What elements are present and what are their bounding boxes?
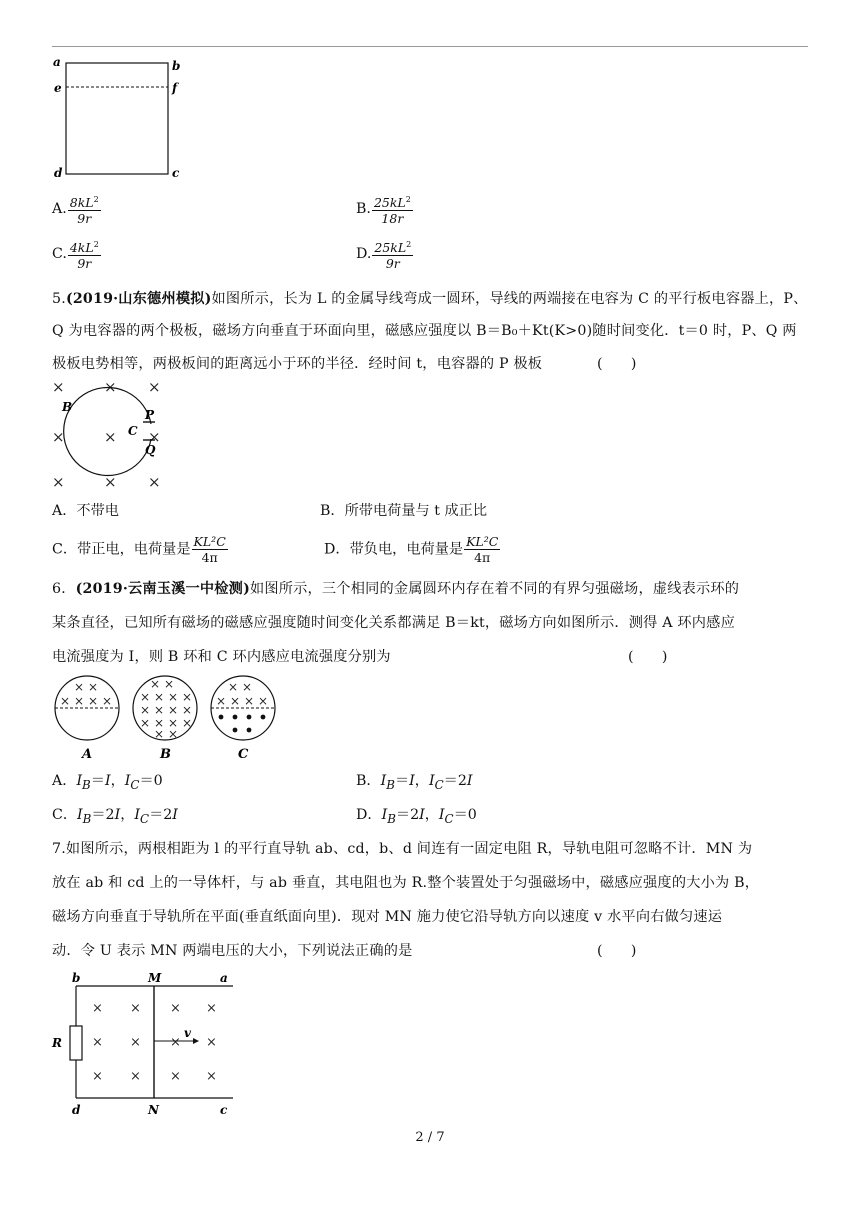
q5-option-b[interactable]: B．所带电荷量与 t 成正比	[320, 503, 488, 519]
q5-line-3: 极板电势相等，两极板间的距离远小于环的半径．经时间 t，电容器的 P 极板	[52, 356, 543, 372]
q5-option-a[interactable]: A．不带电	[52, 503, 119, 519]
label-b: b	[72, 971, 81, 985]
q5-answer-bracket[interactable]: ( )	[597, 356, 637, 372]
svg-text:×: ×	[74, 694, 85, 708]
q5-line-1: 5.(2019·山东德州模拟)如图所示，长为 L 的金属导线弯成一圆环，导线的两端接在电容为 C 的平行板电容器上，P、	[52, 291, 808, 307]
three-rings-figure	[52, 672, 282, 764]
resistor-R	[70, 1026, 82, 1060]
svg-text:×: ×	[206, 1069, 217, 1084]
svg-text:×: ×	[74, 680, 85, 694]
square-loop	[66, 63, 168, 174]
svg-text:×: ×	[154, 716, 165, 730]
q6-line-1: 6．(2019·云南玉溪一中检测)如图所示，三个相同的金属圆环内存在着不同的有界匀强磁场，虚线表示环的	[52, 581, 740, 597]
label-a: a	[220, 971, 228, 985]
svg-text:×: ×	[170, 1001, 181, 1016]
svg-text:×: ×	[168, 716, 179, 730]
label-d: d	[72, 1103, 81, 1117]
label-c: c	[220, 1103, 228, 1117]
svg-text:×: ×	[150, 677, 161, 691]
svg-text:×: ×	[168, 690, 179, 704]
q6-line-3: 电流强度为 I，则 B 环和 C 环内感应电流强度分别为	[52, 649, 391, 665]
label-c: c	[172, 166, 180, 180]
svg-text:×: ×	[242, 680, 253, 694]
svg-text:×: ×	[140, 690, 151, 704]
q7-line-1: 7.如图所示，两根相距为 l 的平行直导轨 ab、cd，b、d 间连有一固定电阻 R，导轨电阻可忽略不计．MN 为	[52, 841, 753, 857]
rail-circuit-figure	[48, 970, 248, 1118]
svg-text:×: ×	[148, 428, 161, 446]
svg-text:×: ×	[170, 1035, 181, 1050]
svg-text:×: ×	[52, 473, 65, 491]
svg-text:×: ×	[228, 680, 239, 694]
svg-text:×: ×	[206, 1035, 217, 1050]
q7-line-4: 动．令 U 表示 MN 两端电压的大小，下列说法正确的是	[52, 943, 413, 959]
label-M: M	[148, 971, 162, 985]
q5-line-2: Q 为电容器的两个极板，磁场方向垂直于环面向里，磁感应强度以 B＝B₀＋Kt(K>0)随时间变化．t＝0 时，P、Q 两	[52, 323, 797, 339]
q6-line-2: 某条直径，已知所有磁场的磁感应强度随时间变化关系都满足 B＝kt，磁场方向如图所示．测得 A 环内感应	[52, 615, 735, 631]
svg-text:×: ×	[104, 378, 117, 396]
label-e: e	[54, 81, 62, 95]
label-d: d	[54, 166, 63, 180]
label-R: R	[52, 1036, 62, 1050]
label-Q: Q	[145, 443, 156, 457]
label-N: N	[148, 1103, 159, 1117]
header-rule	[52, 46, 808, 47]
square-circuit-figure	[48, 52, 188, 184]
label-C: C	[128, 424, 138, 438]
svg-text:×: ×	[168, 703, 179, 717]
svg-text:×: ×	[154, 727, 165, 741]
svg-text:×: ×	[92, 1069, 103, 1084]
svg-text:×: ×	[154, 690, 165, 704]
label-v: v	[184, 1026, 191, 1040]
ring-capacitor-figure	[48, 372, 178, 494]
label-b: b	[172, 59, 181, 73]
label-B: B	[62, 400, 73, 414]
svg-text:×: ×	[92, 1001, 103, 1016]
svg-text:×: ×	[140, 716, 151, 730]
svg-text:×: ×	[216, 694, 227, 708]
svg-text:×: ×	[154, 703, 165, 717]
label-P: P	[145, 408, 155, 422]
svg-text:×: ×	[88, 680, 99, 694]
svg-text:×: ×	[148, 378, 161, 396]
q7-line-3: 磁场方向垂直于导轨所在平面(垂直纸面向里)．现对 MN 施力使它沿导轨方向以速度 v 水平向右做匀速运	[52, 909, 723, 925]
label-a: a	[53, 55, 61, 69]
svg-text:×: ×	[258, 694, 269, 708]
svg-text:×: ×	[168, 727, 179, 741]
svg-text:×: ×	[130, 1035, 141, 1050]
q4-option-c[interactable]: C. $\frac{4kL^2}{9r}$	[52, 237, 101, 271]
q7-answer-bracket[interactable]: ( )	[597, 943, 637, 959]
label-f: f	[172, 81, 178, 95]
svg-text:×: ×	[130, 1069, 141, 1084]
ring-C	[211, 676, 275, 740]
svg-text:×: ×	[148, 473, 161, 491]
q4-option-d[interactable]: D. $\frac{25kL^2}{9r}$	[356, 237, 413, 271]
label-ring-C: C	[238, 747, 249, 762]
ring-A	[55, 676, 119, 740]
q6-answer-bracket[interactable]: ( )	[628, 649, 668, 665]
svg-text:×: ×	[60, 694, 71, 708]
q4-option-b[interactable]: B. $\frac{25kL^2}{18r}$	[356, 192, 413, 226]
label-ring-B: B	[160, 747, 171, 762]
q5-option-d[interactable]: D．带负电，电荷量是 $\frac{\text{KL²C}}{4\pi}$	[324, 534, 499, 565]
svg-text:×: ×	[92, 1035, 103, 1050]
svg-text:×: ×	[130, 1001, 141, 1016]
q6-option-b[interactable]: B．$I_B=I$，$I_C=2I$	[356, 773, 473, 792]
svg-text:×: ×	[104, 473, 117, 491]
q5-option-c[interactable]: C．带正电，电荷量是 $\frac{\text{KL²C}}{4\pi}$	[52, 534, 226, 565]
q7-line-2: 放在 ab 和 cd 上的一导体杆，与 ab 垂直，其电阻也为 R.整个装置处于匀强磁场中，磁感应强度的大小为 B，	[52, 875, 760, 891]
svg-text:×: ×	[170, 1069, 181, 1084]
svg-text:×: ×	[104, 428, 117, 446]
svg-text:×: ×	[182, 690, 193, 704]
q4-option-a[interactable]: A. $\frac{8kL^2}{9r}$	[52, 192, 101, 226]
q6-option-d[interactable]: D．$I_B=2I$，$I_C=0$	[356, 807, 477, 826]
svg-text:×: ×	[102, 694, 113, 708]
svg-text:×: ×	[206, 1001, 217, 1016]
field-cross-marks	[52, 378, 161, 491]
svg-text:×: ×	[182, 703, 193, 717]
svg-text:×: ×	[244, 694, 255, 708]
svg-text:×: ×	[88, 694, 99, 708]
ring-B	[133, 676, 197, 741]
page-number: 2 / 7	[415, 1130, 445, 1145]
svg-text:×: ×	[182, 716, 193, 730]
svg-text:×: ×	[52, 428, 65, 446]
label-ring-A: A	[82, 747, 93, 762]
svg-text:×: ×	[140, 703, 151, 717]
q6-option-c[interactable]: C．$I_B=2I$，$I_C=2I$	[52, 807, 178, 826]
svg-text:×: ×	[52, 378, 65, 396]
q6-option-a[interactable]: A．$I_B=I$，$I_C=0$	[52, 773, 163, 792]
svg-text:×: ×	[230, 694, 241, 708]
svg-text:×: ×	[164, 677, 175, 691]
